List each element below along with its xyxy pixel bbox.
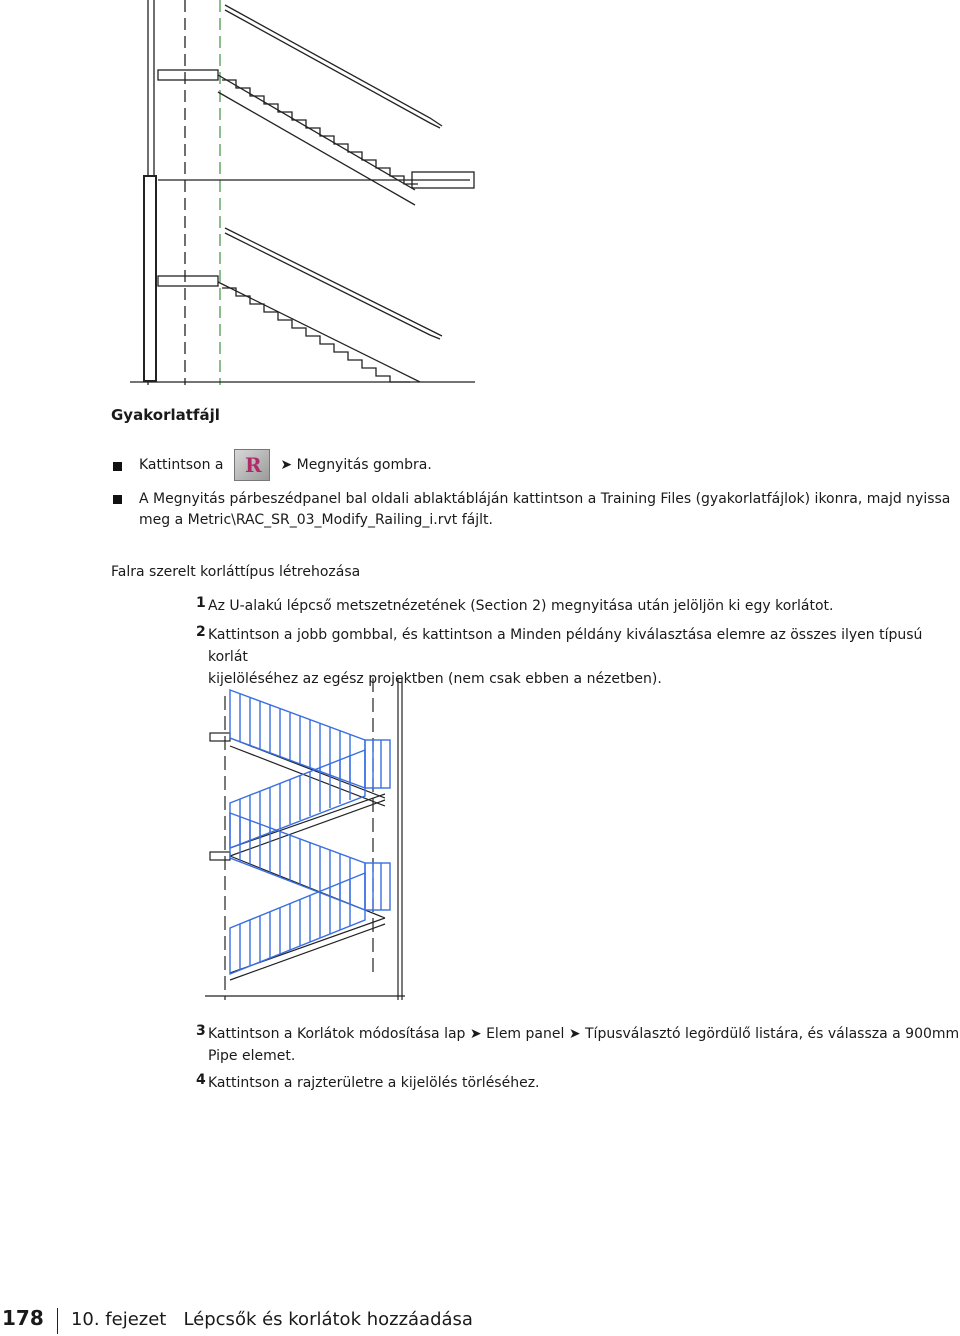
step-number: 4 — [196, 1072, 206, 1088]
bullet-icon — [113, 462, 122, 471]
step-line: Pipe elemet. — [208, 1048, 296, 1064]
revit-file-icon — [234, 449, 270, 481]
step-text — [208, 1023, 960, 1067]
practice-file-heading: Gyakorlatfájl — [111, 406, 220, 424]
arrow-icon: ➤ — [469, 1026, 482, 1042]
section-heading: Falra szerelt korláttípus létrehozása — [111, 564, 361, 580]
step-number: 3 — [196, 1023, 206, 1039]
ribbon-tab-ref: Kattintson a Korlátok módosítása lap — [208, 1026, 466, 1042]
type-selector-ref: Típusválasztó legördülő listára, és válassza a 900mm — [585, 1026, 960, 1042]
svg-text:R: R — [244, 453, 262, 477]
panel-ref: Elem panel — [486, 1026, 565, 1042]
bullet-open-text-after: Megnyitás gombra. — [296, 457, 432, 473]
bullet-icon — [113, 495, 122, 504]
chapter-title: Lépcsők és korlátok hozzáadása — [183, 1309, 473, 1330]
step-line: kijelöléséhez az egész projektben (nem csak ebben a nézetben). — [208, 671, 662, 687]
page-number: 178 — [2, 1306, 44, 1330]
bullet-line: A Megnyitás párbeszédpanel bal oldali ablaktábláján kattintson a Training Files (gyakorlatfájlok) ikonra, majd nyissa — [139, 491, 951, 507]
arrow-icon: ➤ — [280, 457, 293, 473]
step-text — [208, 595, 958, 617]
step-line: Kattintson a rajzterületre a kijelölés törléséhez. — [208, 1075, 540, 1091]
revit-r-icon — [235, 450, 269, 480]
bullet-open-dialog — [139, 489, 959, 531]
footer-divider — [57, 1308, 58, 1334]
step-line — [208, 1023, 960, 1045]
step-line: Az U-alakú lépcső metszetnézetének (Section 2) megnyitása után jelöljön ki egy korlátot. — [208, 598, 834, 614]
bullet-open-file — [139, 448, 432, 482]
page-footer — [2, 1306, 473, 1336]
stair-section-figure-top — [130, 0, 480, 390]
step-line: Kattintson a jobb gombbal, és kattintson a Minden példány kiválasztása elemre az összes ilyen típusú korlát — [208, 627, 923, 665]
step-text — [208, 1072, 958, 1094]
arrow-icon: ➤ — [568, 1026, 581, 1042]
bullet-open-text-before: Kattintson a — [139, 457, 224, 473]
stair-section-figure-selected-railings — [205, 678, 415, 1003]
chapter-label: 10. fejezet — [70, 1309, 167, 1330]
bullet-line: meg a Metric\RAC_SR_03_Modify_Railing_i.rvt fájlt. — [139, 512, 493, 528]
step-number: 1 — [196, 595, 206, 611]
step-number: 2 — [196, 624, 206, 640]
